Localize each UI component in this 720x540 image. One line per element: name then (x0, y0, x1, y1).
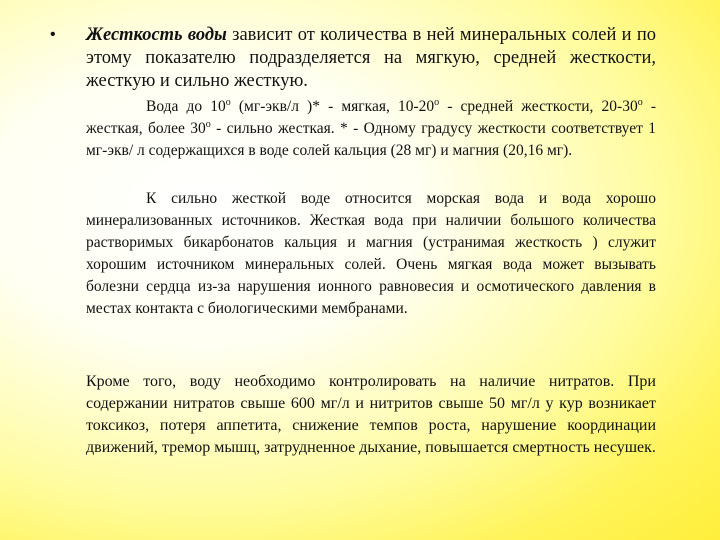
hard-water-text: К сильно жесткой воде относится морская вода и вода хорошо минерализованных источников. Жесткая вода при наличии большого количества растворимых бикарбонатов кальция и магния (устранимая жесткость ) служит хорошим источником минеральных солей. Очень мягкая вода может вызывать болезни сердца из-за нарушения ионного равновесия и осмотического давления в местах контакта с биологическими мембранами. (86, 190, 656, 317)
class-text-4: - жесткая, более 30 (86, 98, 656, 137)
class-text-2: (мг-экв/л )* - мягкая, 10-20 (230, 98, 435, 115)
term-water-hardness: Жесткость воды (86, 25, 227, 45)
degree-mark: о (205, 118, 211, 130)
class-text-3: - средней жесткости, 20-30 (439, 98, 638, 115)
classification-paragraph (86, 96, 656, 162)
degree-mark: о (225, 96, 231, 108)
class-text-1: Вода до 10 (146, 98, 226, 115)
degree-mark: о (637, 96, 643, 108)
nitrates-paragraph (86, 371, 656, 459)
intro-text: зависит от количества в ней минеральных солей и по этому показателю подразделяется на мягкую, средней жесткости, жесткую и сильно жесткую. (86, 25, 656, 91)
bullet-marker: • (50, 26, 56, 43)
class-text-5: - сильно жесткая. * - Одному градусу жесткости соответствует 1 мг-экв/ л содержащихся в воде солей кальция (28 мг) и магния (20,16 мг). (86, 120, 656, 159)
degree-mark: о (434, 96, 440, 108)
hard-water-paragraph (86, 188, 656, 320)
intro-paragraph (86, 24, 656, 93)
nitrates-text: Кроме того, воду необходимо контролировать на наличие нитратов. При содержании нитратов свыше 600 мг/л и нитритов свыше 50 мг/л у кур возникает токсикоз, потеря аппетита, снижение темпов роста, нарушение координации движений, тремор мышц, затрудненное дыхание, повышается смертность несушек. (86, 373, 656, 456)
